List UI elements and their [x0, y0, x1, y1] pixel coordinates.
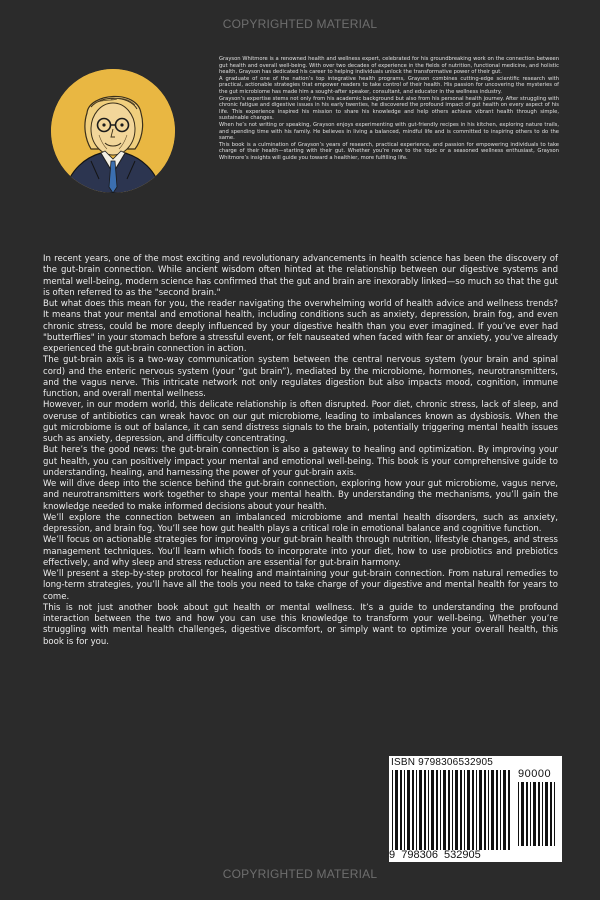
body-paragraph: But what does this mean for you, the reader navigating the overwhelming world of health advice and wellness trends? It means that your mental and emotional health, including conditions such as anxiety, depression, brain fog, and even chronic stress, could be more deeply influenced by your digestive health than you ever imagined. If you’ve ever had "butterflies" in your stomach before a stressful event, or felt nauseated when faced with fear or anxiety, you’ve already experienced the gut-brain connection in action. [43, 299, 558, 354]
bio-paragraph: When he’s not writing or speaking, Grayson enjoys experimenting with gut-friendly recipes in his kitchen, exploring nature trails, and spending time with his family. He believes in living a balanced, mindful life and is committed to inspiring others to do the same. [219, 121, 559, 142]
copyright-watermark-bottom: COPYRIGHTED MATERIAL [222, 867, 378, 881]
bio-paragraph: This book is a culmination of Grayson’s years of research, practical experience, and passion for empowering individuals to take charge of their health—starting with their gut. Whether you’re new to the topic or a seasoned wellness enthusiast, Grayson Whitmore’s insights will guide you toward a healthier, more fulfilling life. [219, 141, 559, 161]
bio-paragraph: Grayson’s expertise stems not only from his academic background but also from his personal health journey. After struggling with chronic fatigue and digestive issues in his early twenties, he discovered the profound impact of gut health on every aspect of his life. This experience inspired his mission to share his knowledge and help others achieve vibrant health through simple, sustainable changes. [219, 95, 559, 122]
copyright-watermark-top: COPYRIGHTED MATERIAL [222, 17, 378, 31]
body-paragraph: However, in our modern world, this delicate relationship is often disrupted. Poor diet, chronic stress, lack of sleep, and overuse of antibiotics can wreak havoc on our gut microbiome, leading to imbalances known as dysbiosis. When the gut microbiome is out of balance, it can send distress signals to the brain, potentially triggering mental health issues such as anxiety, depression, and difficulty concentrating. [43, 400, 558, 444]
isbn-barcode [389, 756, 562, 862]
bio-paragraph: Grayson Whitmore is a renowned health and wellness expert, celebrated for his groundbreaking work on the connection between gut health and overall well-being. With over two decades of experience in the fields of nutrition, functional medicine, and holistic health, Grayson has dedicated his career to helping individuals unlock the transformative power of their gut. [219, 56, 559, 76]
bio-paragraph: A graduate of one of the nation’s top integrative health programs, Grayson combines cutting-edge scientific research with practical, actionable strategies that empower readers to take control of their health. His passion for uncovering the mysteries of the gut microbiome has made him a sought-after speaker, consultant, and educator in the wellness industry. [219, 75, 559, 95]
body-paragraph: In recent years, one of the most exciting and revolutionary advancements in health science has been the discovery of the gut-brain connection. While ancient wisdom often hinted at the relationship between our digestive systems and mental well-being, modern science has confirmed that the gut and brain are inexorably linked—so much so that the gut is often referred to as the "second brain." [43, 254, 558, 298]
author-portrait [51, 69, 175, 193]
body-paragraph: We’ll present a step-by-step protocol for healing and maintaining your gut-brain connection. From natural remedies to long-term strategies, you’ll have all the tools you need to take charge of your digestive and mental health for years to come. [43, 569, 558, 602]
body-paragraph: This is not just another book about gut health or mental wellness. It’s a guide to understanding the profound interaction between the two and how you can use this knowledge to transform your well-being. Whether you’re struggling with mental health challenges, digestive discomfort, or simply want to optimize your overall health, this book is for you. [43, 602, 558, 647]
price-barcode-bars [517, 782, 557, 846]
body-paragraph: We’ll explore the connection between an imbalanced microbiome and mental health disorders, such as anxiety, depression, and brain fog. You’ll see how gut health plays a critical role in emotional balance and cognitive function. [43, 512, 558, 534]
barcode-bars [391, 770, 513, 850]
barcode-digits: 9 798306 532905 [389, 849, 481, 861]
body-paragraph: But here’s the good news: the gut-brain connection is also a gateway to healing and optimization. By improving your gut health, you can positively impact your mental and emotional well-being. This book is your comprehensive guide to understanding, healing, and harnessing the power of your gut-brain axis. [43, 445, 558, 478]
back-cover-description [43, 254, 558, 648]
author-bio [219, 56, 559, 162]
body-paragraph: We will dive deep into the science behind the gut-brain connection, exploring how your gut microbiome, vagus nerve, and neurotransmitters work together to shape your mental health. By understanding the mechanisms, you’ll gain the knowledge needed to make informed decisions about your health. [43, 479, 558, 512]
body-paragraph: We’ll focus on actionable strategies for improving your gut-brain health through nutrition, lifestyle changes, and stress management techniques. You’ll learn which foods to incorporate into your diet, how to use probiotics and prebiotics effectively, and why sleep and stress reduction are essential for gut-brain harmony. [43, 535, 558, 568]
isbn-label: ISBN 9798306532905 [391, 757, 494, 768]
price-code-label: 90000 [518, 768, 552, 780]
body-paragraph: The gut-brain axis is a two-way communication system between the central nervous system (your brain and spinal cord) and the enteric nervous system (your “gut brain”), mediated by the microbiome, hormones, neurotransmitters, and the vagus nerve. This intricate network not only regulates digestion but also impacts mood, cognition, immune function, and overall mental wellness. [43, 355, 558, 399]
